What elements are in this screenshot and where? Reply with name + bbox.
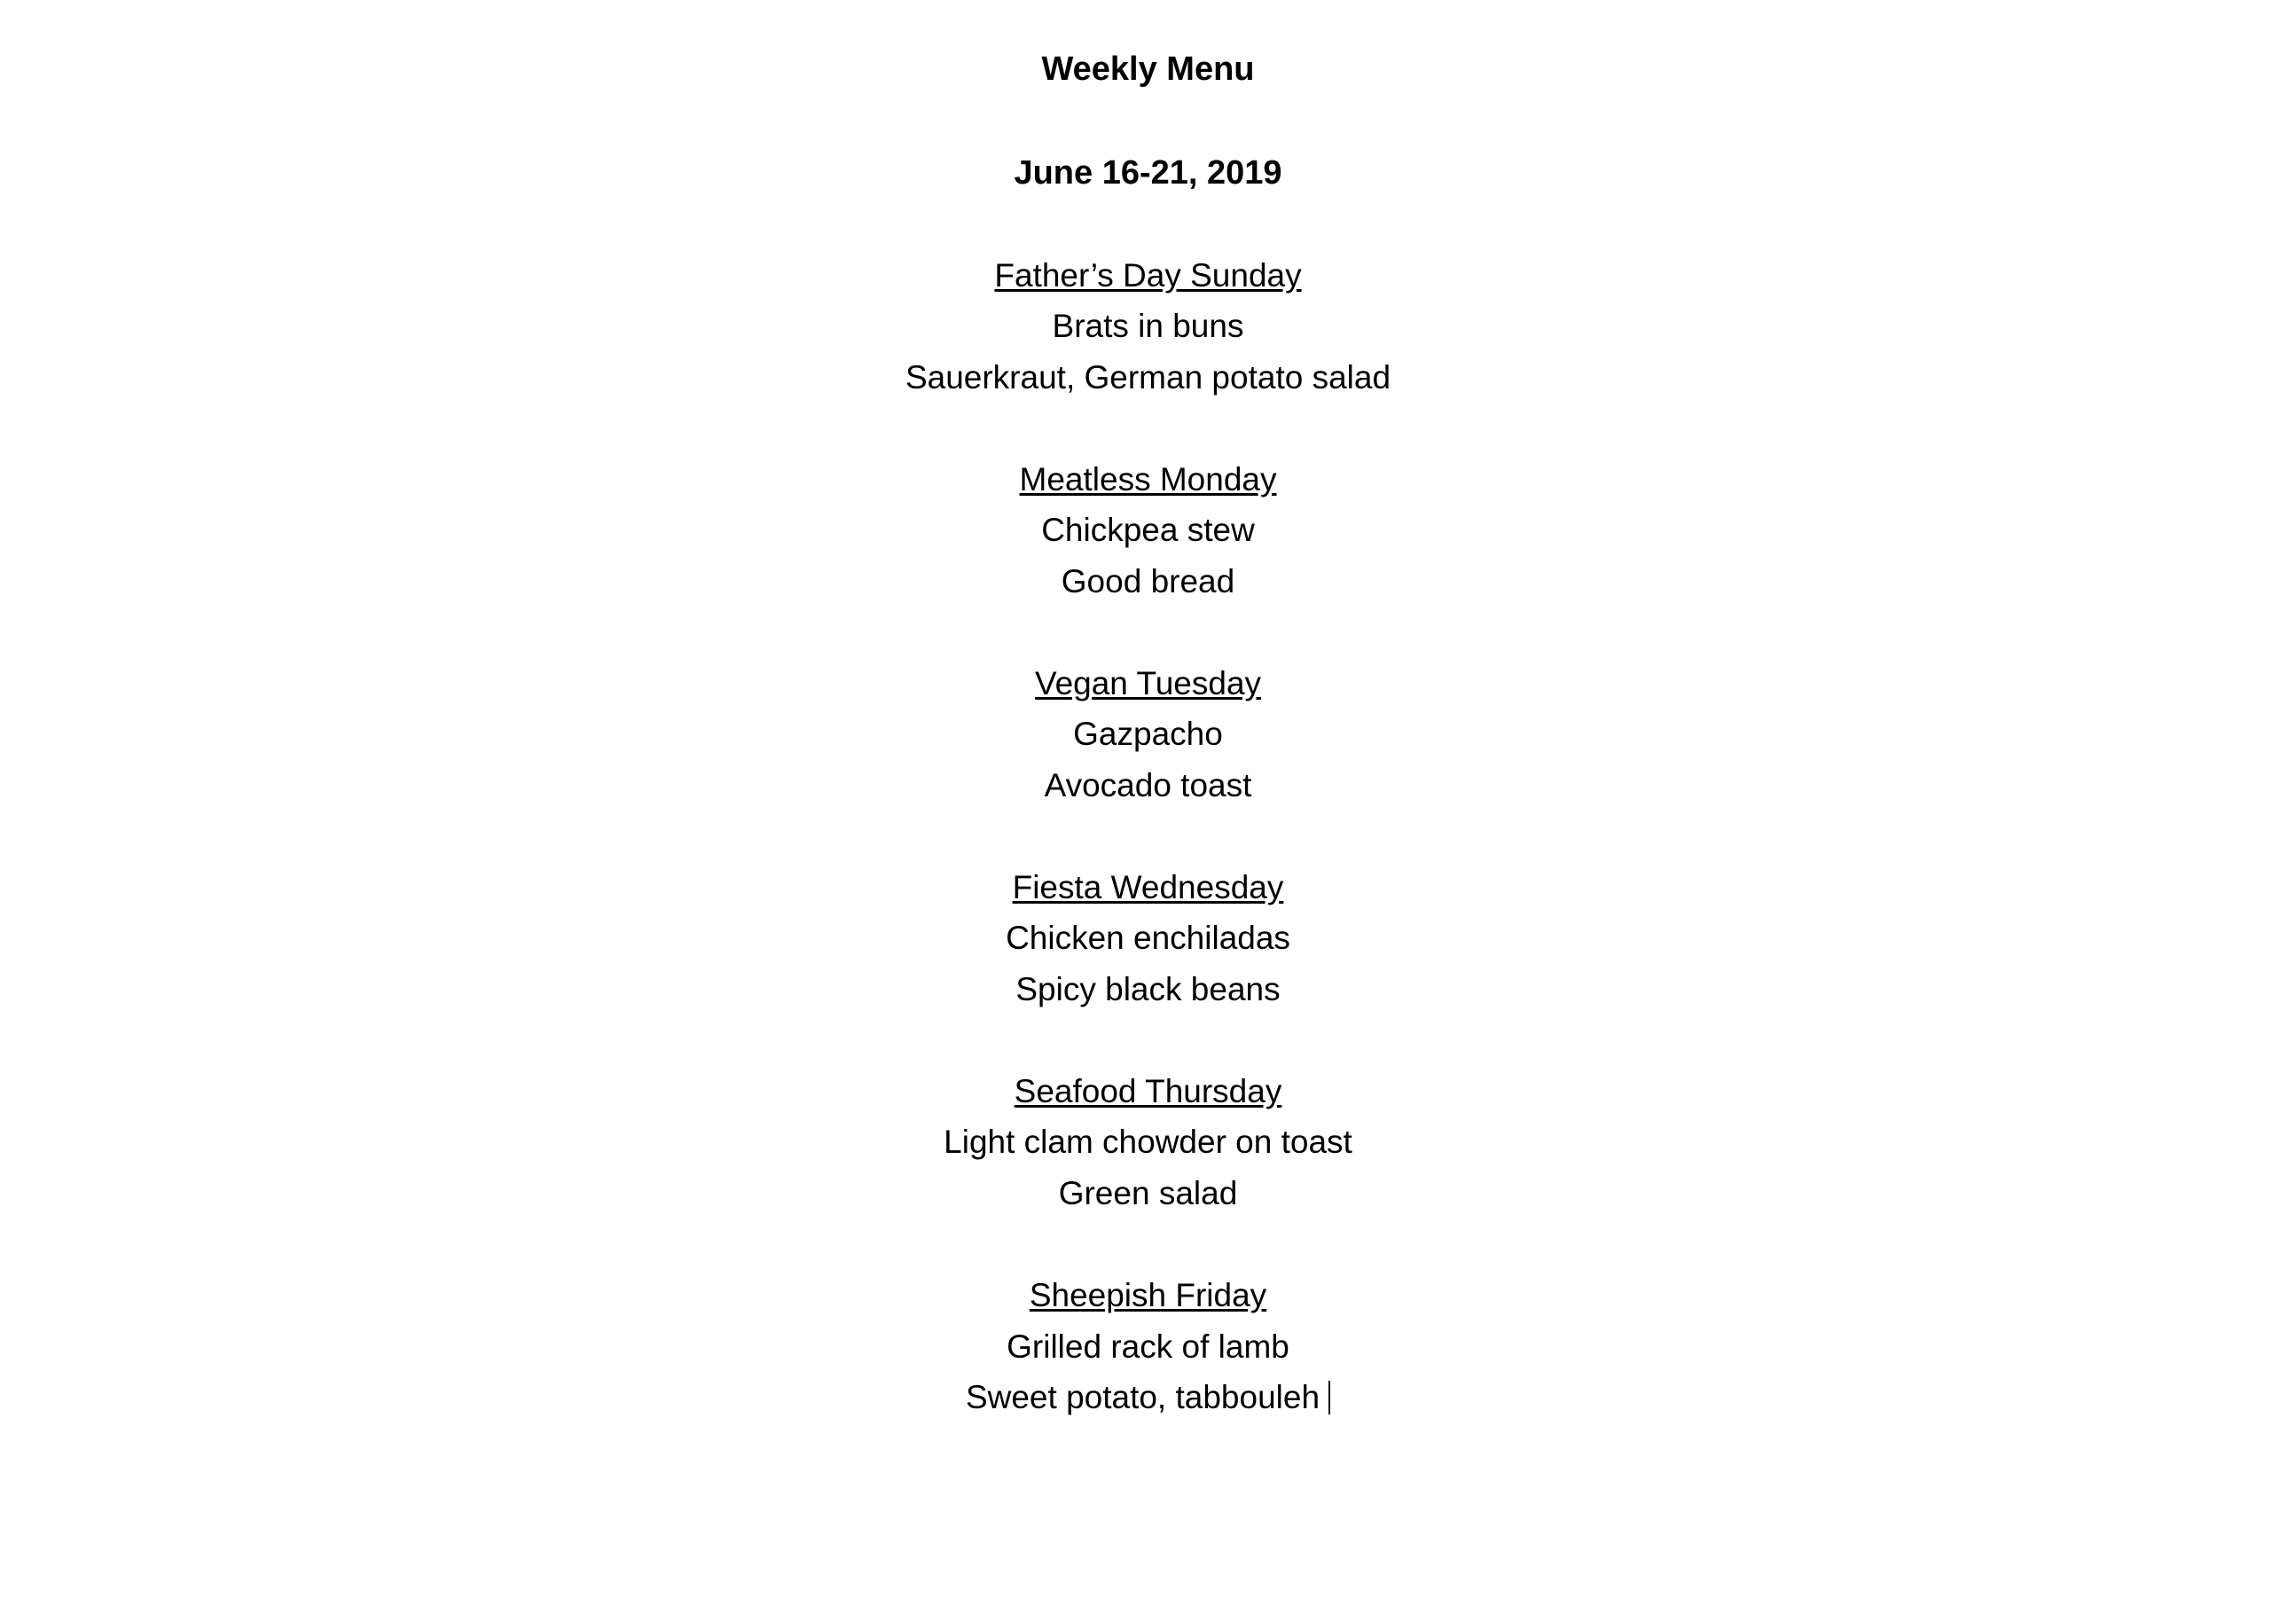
- menu-item: Light clam chowder on toast: [944, 1124, 1352, 1161]
- menu-item: Avocado toast: [1044, 766, 1252, 803]
- day-heading: [0, 658, 2296, 709]
- menu-item-last: [0, 1372, 2296, 1422]
- day-heading-text: Meatless Monday: [1019, 461, 1277, 498]
- day-heading-text: Father’s Day Sunday: [994, 257, 1302, 294]
- menu-day-monday: [0, 454, 2296, 607]
- menu-item: Brats in buns: [1052, 308, 1244, 345]
- menu-item: Chicken enchiladas: [1006, 920, 1290, 957]
- date-range: June 16-21, 2019: [1014, 154, 1282, 192]
- day-heading-text: Sheepish Friday: [1029, 1277, 1267, 1314]
- menu-item: Gazpacho: [1073, 716, 1223, 753]
- menu-item: Sauerkraut, German potato salad: [905, 358, 1391, 396]
- menu-day-sunday: [0, 250, 2296, 403]
- day-heading: [0, 1066, 2296, 1116]
- menu-day-wednesday: [0, 862, 2296, 1015]
- day-heading: [0, 1270, 2296, 1320]
- menu-day-tuesday: [0, 658, 2296, 811]
- text-cursor: [1328, 1381, 1330, 1414]
- day-heading: [0, 454, 2296, 505]
- day-heading: [0, 250, 2296, 301]
- menu-item: Green salad: [1058, 1174, 1238, 1211]
- menu-item: Good bread: [1061, 562, 1235, 599]
- menu-day-thursday: [0, 1066, 2296, 1218]
- menu-day-friday: [0, 1270, 2296, 1422]
- page-title: Weekly Menu: [1041, 51, 1255, 88]
- menu-item: Grilled rack of lamb: [1007, 1328, 1289, 1365]
- menu-item-text: Sweet potato, tabbouleh: [965, 1378, 1320, 1415]
- day-heading-text: Vegan Tuesday: [1034, 665, 1262, 702]
- menu-item: Chickpea stew: [1041, 512, 1255, 549]
- menu-item: Spicy black beans: [1015, 970, 1281, 1007]
- day-heading-text: Fiesta Wednesday: [1012, 869, 1284, 906]
- day-heading: [0, 862, 2296, 913]
- day-heading-text: Seafood Thursday: [1014, 1073, 1282, 1110]
